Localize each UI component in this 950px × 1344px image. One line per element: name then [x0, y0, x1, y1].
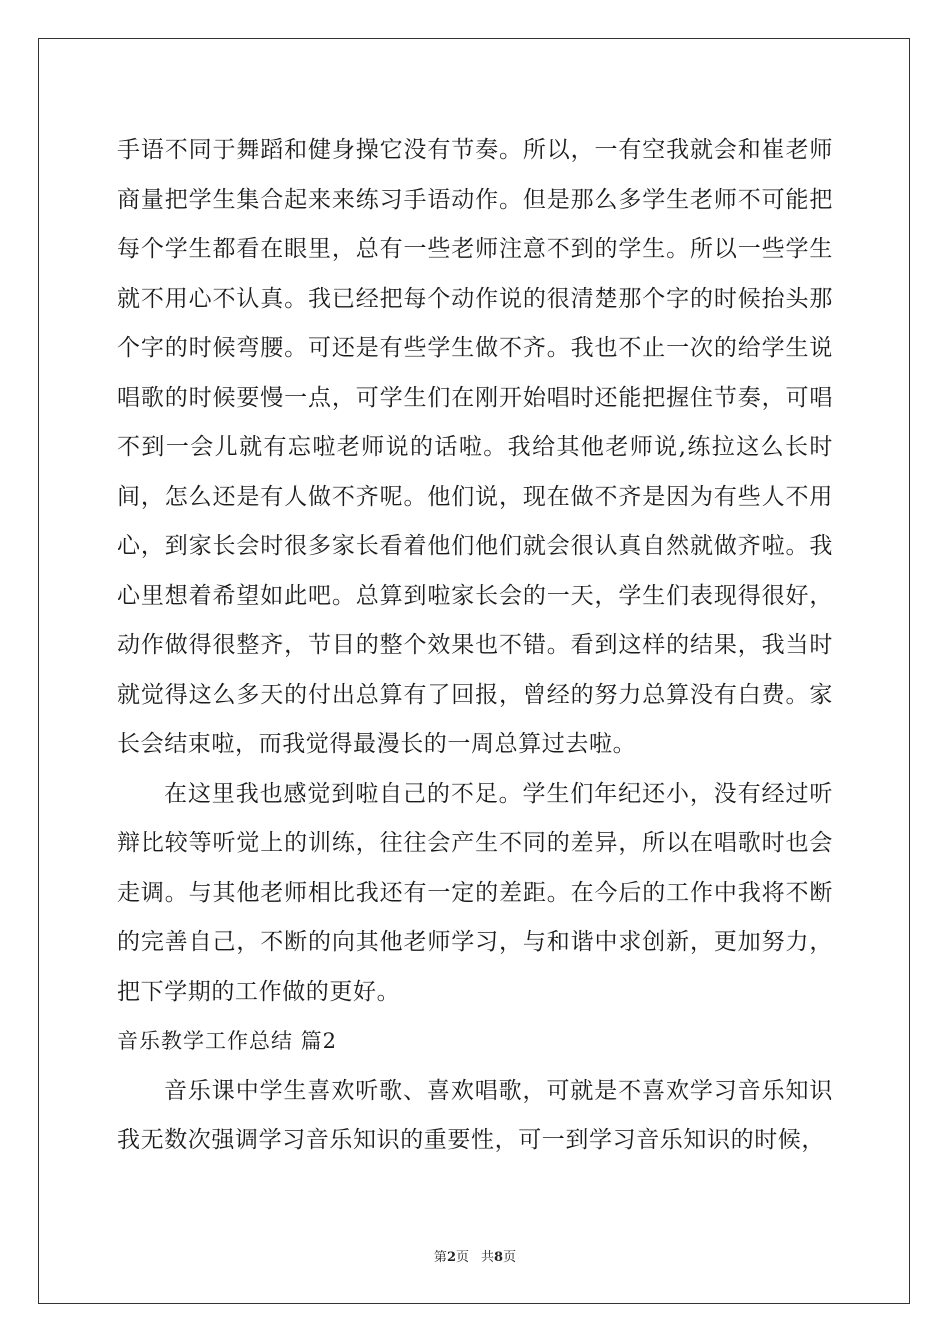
paragraph-1: 手语不同于舞蹈和健身操它没有节奏。所以，一有空我就会和崔老师商量把学生集合起来来练习手语动作。但是那么多学生老师不可能把每个学生都看在眼里，总有一些老师注意不到的学生。所以一些学生就不用心不认真。我已经把每个动作说的很清楚那个字的时候抬头那个字的时候弯腰。可还是有些学生做不齐。我也不止一次的给学生说唱歌的时候要慢一点，可学生们在刚开始唱时还能把握住节奏，可唱不到一会儿就有忘啦老师说的话啦。我给其他老师说,练拉这么长时间，怎么还是有人做不齐呢。他们说，现在做不齐是因为有些人不用心，到家长会时很多家长看着他们他们就会很认真自然就做齐啦。我心里想着希望如此吧。总算到啦家长会的一天，学生们表现得很好，动作做得很整齐，节目的整个效果也不错。看到这样的结果，我当时就觉得这么多天的付出总算有了回报，曾经的努力总算没有白费。家长会结束啦，而我觉得最漫长的一周总算过去啦。	[117, 137, 833, 757]
document-body	[117, 126, 833, 1166]
total-suffix: 页	[503, 1250, 517, 1265]
paragraph-2: 在这里我也感觉到啦自己的不足。学生们年纪还小，没有经过听辩比较等听觉上的训练，往往会产生不同的差异，所以在唱歌时也会走调。与其他老师相比我还有一定的差距。在今后的工作中我将不断的完善自己，不断的向其他老师学习，与和谐中求创新，更加努力，把下学期的工作做的更好。	[117, 780, 833, 1005]
total-prefix: 共	[481, 1250, 495, 1265]
total-pages: 8	[494, 1250, 504, 1265]
page-suffix: 页	[455, 1250, 469, 1265]
page-prefix: 第	[433, 1250, 447, 1265]
section-heading: 音乐教学工作总结 篇2	[117, 1029, 338, 1053]
paragraph-3: 音乐课中学生喜欢听歌、喜欢唱歌，可就是不喜欢学习音乐知识我无数次强调学习音乐知识的重要性，可一到学习音乐知识的时候，	[117, 1077, 833, 1153]
page-number: 2	[446, 1250, 456, 1265]
page-footer	[0, 1246, 950, 1265]
